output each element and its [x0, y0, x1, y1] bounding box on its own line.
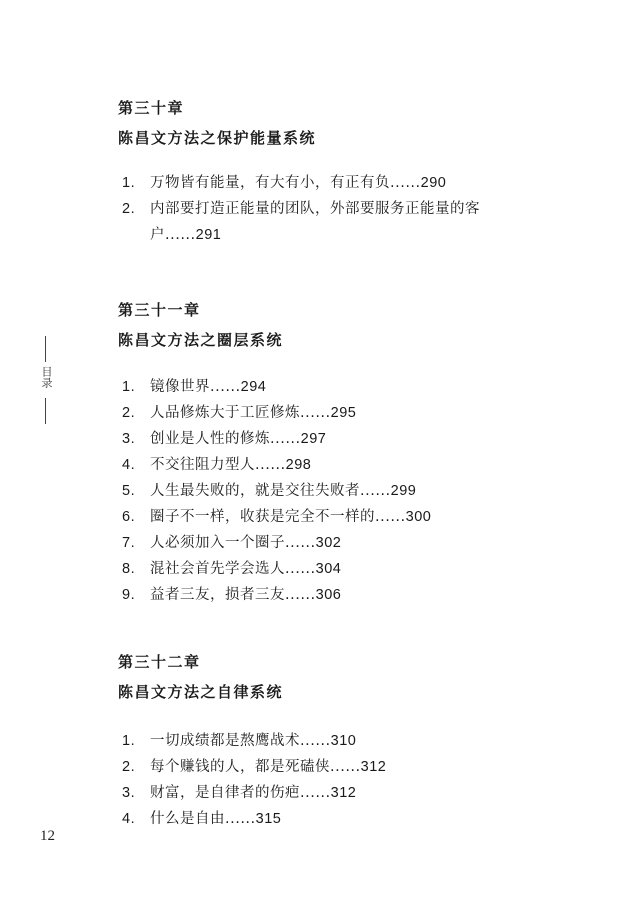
entry-page: 298 — [285, 457, 312, 473]
page-number: 12 — [40, 828, 55, 844]
toc-entry[interactable] — [118, 504, 588, 530]
chapter-32 — [118, 652, 588, 832]
entry-number: 7. — [122, 535, 136, 551]
toc-entry[interactable] — [118, 478, 588, 504]
entry-dots: ...... — [210, 379, 241, 395]
toc-entry[interactable] — [118, 426, 588, 452]
chapter-title: 陈昌文方法之自律系统 — [118, 683, 284, 701]
entry-title: 一切成绩都是熬鹰战术 — [150, 733, 300, 749]
entry-title: 不交往阻力型人 — [150, 457, 255, 473]
entry-dots: ...... — [330, 759, 361, 775]
entry-number: 1. — [122, 733, 136, 749]
entry-title: 创业是人性的修炼 — [150, 431, 270, 447]
entry-title: 混社会首先学会选人 — [150, 561, 285, 577]
side-tab-rule-top — [45, 336, 46, 362]
entry-title: 万物皆有能量，有大有小，有正有负 — [150, 175, 390, 191]
chapter-title: 陈昌文方法之圈层系统 — [118, 331, 284, 349]
entry-title: 人生最失败的，就是交往失败者 — [150, 483, 360, 499]
entry-page: 300 — [405, 509, 432, 525]
entry-title: 圈子不一样，收获是完全不一样的 — [150, 509, 375, 525]
entry-number: 5. — [122, 483, 136, 499]
toc-entry[interactable] — [118, 728, 588, 754]
entry-title: 人必须加入一个圈子 — [150, 535, 285, 551]
entry-dots: ...... — [300, 785, 331, 801]
entry-page: 291 — [195, 227, 222, 243]
entry-dots: ...... — [255, 457, 286, 473]
entry-page: 299 — [390, 483, 417, 499]
toc-list — [118, 728, 588, 832]
entry-page: 294 — [240, 379, 267, 395]
toc-list — [118, 374, 588, 608]
toc-list — [118, 170, 588, 248]
entry-page: 302 — [315, 535, 342, 551]
entry-dots: ...... — [225, 811, 256, 827]
entry-page: 304 — [315, 561, 342, 577]
entry-page: 312 — [360, 759, 387, 775]
entry-number: 2. — [122, 405, 136, 421]
entry-number: 1. — [122, 175, 136, 191]
entry-number: 2. — [122, 201, 136, 217]
entry-number: 9. — [122, 587, 136, 603]
chapter-30 — [118, 98, 588, 248]
chapter-title: 陈昌文方法之保护能量系统 — [118, 129, 317, 147]
toc-entry[interactable] — [118, 754, 588, 780]
entry-dots: ...... — [300, 733, 331, 749]
entry-page: 312 — [330, 785, 357, 801]
entry-page: 315 — [255, 811, 282, 827]
toc-entry[interactable] — [118, 556, 588, 582]
entry-dots: ...... — [285, 587, 316, 603]
entry-number: 3. — [122, 431, 136, 447]
entry-number: 3. — [122, 785, 136, 801]
entry-page: 295 — [330, 405, 357, 421]
entry-title: 镜像世界 — [150, 379, 210, 395]
entry-page: 290 — [420, 175, 447, 191]
side-section-tab — [36, 336, 56, 426]
toc-entry[interactable] — [118, 780, 588, 806]
toc-entry[interactable] — [118, 806, 588, 832]
toc-entry[interactable] — [118, 374, 588, 400]
toc-entry[interactable] — [118, 582, 588, 608]
entry-title: 人品修炼大于工匠修炼 — [150, 405, 300, 421]
chapter-number: 第三十一章 — [118, 301, 201, 319]
entry-dots: ...... — [300, 405, 331, 421]
entry-number: 6. — [122, 509, 136, 525]
side-tab-rule-bottom — [45, 398, 46, 424]
entry-number: 4. — [122, 811, 136, 827]
side-tab-label: 目录 — [40, 366, 53, 388]
entry-number: 2. — [122, 759, 136, 775]
entry-page: 306 — [315, 587, 342, 603]
entry-title: 每个赚钱的人，都是死磕侠 — [150, 759, 330, 775]
entry-title: 益者三友，损者三友 — [150, 587, 285, 603]
entry-dots: ...... — [285, 535, 316, 551]
entry-dots: ...... — [270, 431, 301, 447]
toc-entry[interactable] — [118, 196, 588, 248]
entry-dots: ...... — [165, 227, 196, 243]
entry-dots: ...... — [360, 483, 391, 499]
entry-number: 1. — [122, 379, 136, 395]
entry-page: 310 — [330, 733, 357, 749]
entry-number: 8. — [122, 561, 136, 577]
toc-entry[interactable] — [118, 530, 588, 556]
entry-page: 297 — [300, 431, 327, 447]
entry-number: 4. — [122, 457, 136, 473]
entry-title-continued: 户 — [150, 227, 165, 243]
entry-dots: ...... — [375, 509, 406, 525]
toc-entry[interactable] — [118, 170, 588, 196]
toc-entry[interactable] — [118, 400, 588, 426]
toc-entry[interactable] — [118, 452, 588, 478]
entry-title: 内部要打造正能量的团队，外部要服务正能量的客 — [150, 201, 480, 217]
chapter-number: 第三十章 — [118, 99, 185, 117]
entry-dots: ...... — [285, 561, 316, 577]
entry-title: 什么是自由 — [150, 811, 225, 827]
entry-dots: ...... — [390, 175, 421, 191]
chapter-31 — [118, 300, 588, 608]
entry-title: 财富，是自律者的伤疤 — [150, 785, 300, 801]
chapter-number: 第三十二章 — [118, 653, 201, 671]
